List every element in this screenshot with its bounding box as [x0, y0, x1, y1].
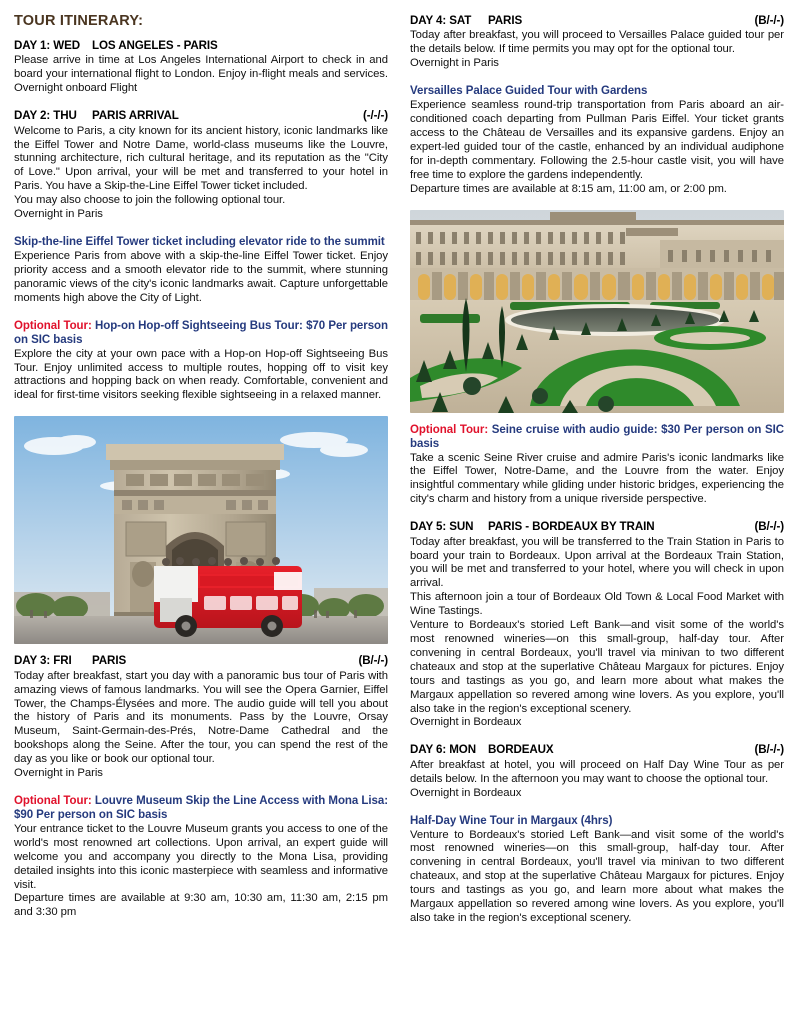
day-6-header	[410, 743, 784, 757]
arc-de-triomphe-photo	[14, 416, 388, 644]
bus-tour-heading-rest: Hop-on Hop-off Sightseeing Bus Tour: $70 Per person on SIC basis	[14, 319, 389, 346]
louvre-tour-section	[14, 794, 388, 920]
day-1-destination: LOS ANGELES - PARIS	[92, 38, 218, 52]
day-2-body-3: Overnight in Paris	[14, 208, 103, 221]
day-1-label: DAY 1: WED	[14, 38, 81, 52]
day-6-destination: BORDEAUX	[488, 743, 554, 757]
eiffel-tower-tour-section	[14, 235, 388, 306]
versailles-palace-photo	[410, 210, 784, 413]
day-1-header	[14, 39, 388, 53]
day-3-section	[14, 654, 388, 781]
day-2-label: DAY 2: THU	[14, 109, 77, 123]
day-6-label: DAY 6: MON	[410, 743, 477, 757]
day-3-destination: PARIS	[92, 654, 127, 668]
day-5-header	[410, 520, 784, 534]
louvre-tour-departure-times: Departure times are available at 9:30 am, 10:30 am, 11:30 am, 2:15 pm and 3:30 pm	[14, 892, 388, 919]
day-6-body-2: Overnight in Bordeaux	[410, 786, 522, 799]
versailles-tour-heading: Versailles Palace Guided Tour with Gardens	[410, 85, 648, 98]
louvre-tour-optional-label: Optional Tour:	[14, 794, 92, 807]
day-6-section	[410, 743, 784, 800]
day-5-body-2: This afternoon join a tour of Bordeaux Old Town & Local Food Market with Wine Tastings.	[410, 591, 784, 618]
day-6-body: After breakfast at hotel, you will proceed on Half Day Wine Tour as per details below. In the afternoon you may want to choose the optional tour.	[410, 758, 784, 785]
versailles-tour-body: Experience seamless round-trip transportation from Paris aboard an air-conditioned coach departing from Pullman Paris Eiffel. Your ticket grants access to the Château de Versailles and its expansive gardens. Enjoy an expert-led guided tour of the castle, enhanced by an individual audiphone for in-depth commentary. Following the 2.5-hour castle visit, you will have free time to explore the gardens independently.	[410, 99, 784, 181]
bus-tour-section	[14, 319, 388, 404]
day-2-meals: (-/-/-)	[362, 109, 388, 123]
bus-tour-body: Explore the city at your own pace with a Hop-on Hop-off Sightseeing Bus Tour. Enjoy unlimited access to multiple routes, hopping off to visit key attractions and hopping back on when ready. Comfortable, convenient and ideal for first-time visitors seeking flexible sightseeing in a relaxed manner.	[14, 347, 388, 402]
day-3-body: Today after breakfast, start you day with a panoramic bus tour of Paris with amazing views of famous landmarks. You will see the Opera Garnier, Eiffel Tower, the Champs-Élysées and more. The audio guide will tell you about the history of Paris and its monuments. Pass by the Louvre, Orsay Museum, Saint-Germain-des-Prés, Notre-Dame Cathedral and the bookshops along the Seine. After the tour, you can spend the rest of the day as you like or book our optional tour.	[14, 669, 388, 766]
day-4-header	[410, 14, 784, 28]
left-column	[14, 14, 388, 920]
day-4-label: DAY 4: SAT	[410, 14, 472, 27]
day-1-body: Please arrive in time at Los Angeles International Airport to check in and board your international flight to London. Enjoy in-flight meals and services. Overnight onboard Flight	[14, 54, 388, 95]
sightseeing-bus	[154, 557, 302, 637]
day-2-header	[14, 109, 388, 123]
louvre-tour-heading	[14, 794, 388, 822]
day-5-section	[410, 520, 784, 730]
versailles-tour-section	[410, 84, 784, 196]
page-title: TOUR ITINERARY:	[14, 13, 144, 29]
day-3-body-2: Overnight in Paris	[14, 767, 103, 780]
wine-tour-body: Venture to Bordeaux's storied Left Bank—and visit some of the world's most renowned wineries—on this small-group, half-day tour. After convening in central Bordeaux, you'll travel via minivan to two different chateaux, and stop at the superlative Château Margaux for pictures. Enjoy tours and tastings as you go, and learn more about what makes the Margaux appellation so revered among wine lovers. As you explore, you'll also take in the region's exceptional scenery.	[410, 828, 784, 924]
day-1-section	[14, 39, 388, 96]
day-4-body: Today after breakfast, you will proceed to Versailles Palace guided tour per the details below. If time permits you may opt for the optional tour.	[410, 29, 784, 56]
versailles-tour-departure-times: Departure times are available at 8:15 am, 11:00 am, or 2:00 pm.	[410, 182, 727, 195]
day-5-destination: PARIS - BORDEAUX BY TRAIN	[488, 520, 655, 534]
day-4-meals: (B/-/-)	[754, 14, 784, 27]
day-3-meals: (B/-/-)	[358, 654, 388, 668]
seine-cruise-optional-label: Optional Tour:	[410, 423, 489, 436]
seine-cruise-body: Take a scenic Seine River cruise and admire Paris's iconic landmarks like the Eiffel Tower, Notre-Dame, and the Louvre from the water. Enjoy insightful commentary while gliding under historic bridges, experiencing the city's charm and history from a unique riverside perspective.	[410, 451, 784, 506]
seine-cruise-heading-rest: Seine cruise with audio guide: $30 Per person on SIC basis	[410, 423, 785, 450]
seine-cruise-section	[410, 423, 784, 508]
day-3-label: DAY 3: FRI	[14, 654, 72, 668]
louvre-tour-heading-rest: Louvre Museum Skip the Line Access with Mona Lisa: $90 Per person on SIC basis	[14, 794, 388, 821]
wine-tour-section	[410, 814, 784, 926]
louvre-tour-body: Your entrance ticket to the Louvre Museum grants you access to one of the world's most renowned art collections. Upon arrival, an expert guide will welcome you and accompany you directly to the Mona Lisa, providing detailed insights into this iconic masterpiece with seamless and informative visit.	[14, 822, 388, 891]
eiffel-tower-tour-heading: Skip-the-line Eiffel Tower ticket including elevator ride to the summit	[14, 235, 385, 248]
day-5-body: Today after breakfast, you will be transferred to the Train Station in Paris to board your train to Bordeaux. Upon arrival at the Bordeaux Train Station, you will be met and transferred to your hotel, where you will check in upon arrival.	[410, 535, 784, 590]
day-6-meals: (B/-/-)	[754, 743, 784, 757]
day-2-destination: PARIS ARRIVAL	[92, 109, 179, 123]
eiffel-tower-tour-body: Experience Paris from above with a skip-the-line Eiffel Tower ticket. Enjoy priority access and a smooth elevator ride to the summit, where stunning panoramic views of the city's iconic landmarks await. Capture unforgettable moments high above the City of Light.	[14, 249, 388, 304]
wine-tour-heading: Half-Day Wine Tour in Margaux (4hrs)	[410, 814, 613, 827]
day-5-body-3: Venture to Bordeaux's storied Left Bank—and visit some of the world's most renowned wineries—on this small-group, half-day tour. After convening in central Bordeaux, you'll travel via minivan to two different chateaux and stop at the superlative Château Margaux for pictures. Enjoy tours and tastings as you go, and learn more about what makes the Margaux appellation so revered among wine lovers. As you explore, you'll also take in the region's exceptional scenery.	[410, 619, 784, 715]
day-5-label: DAY 5: SUN	[410, 520, 474, 534]
day-2-body: Welcome to Paris, a city known for its ancient history, iconic landmarks like the Eiffel Tower and Notre Dame, world-class museums like the Louvre, stunning architecture, rich cultural heritage, and its reputation as the "City of Love." Upon arrival, your will be met and transferred to your hotel in Paris. You have a Skip-the-Line Eiffel Tower ticket included.	[14, 124, 388, 193]
day-4-destination: PARIS	[488, 14, 523, 27]
day-3-header	[14, 654, 388, 668]
day-5-meals: (B/-/-)	[754, 520, 784, 534]
day-4-body-2: Overnight in Paris	[410, 57, 499, 70]
day-2-section	[14, 109, 388, 222]
right-column	[410, 14, 784, 926]
bus-tour-heading	[14, 319, 388, 347]
seine-cruise-heading	[410, 423, 784, 451]
day-5-body-4: Overnight in Bordeaux	[410, 716, 522, 729]
day-4-section	[410, 14, 784, 71]
day-2-body-2: You may also choose to join the following optional tour.	[14, 194, 286, 207]
bus-tour-optional-label: Optional Tour:	[14, 319, 92, 332]
two-column-layout	[14, 14, 784, 926]
